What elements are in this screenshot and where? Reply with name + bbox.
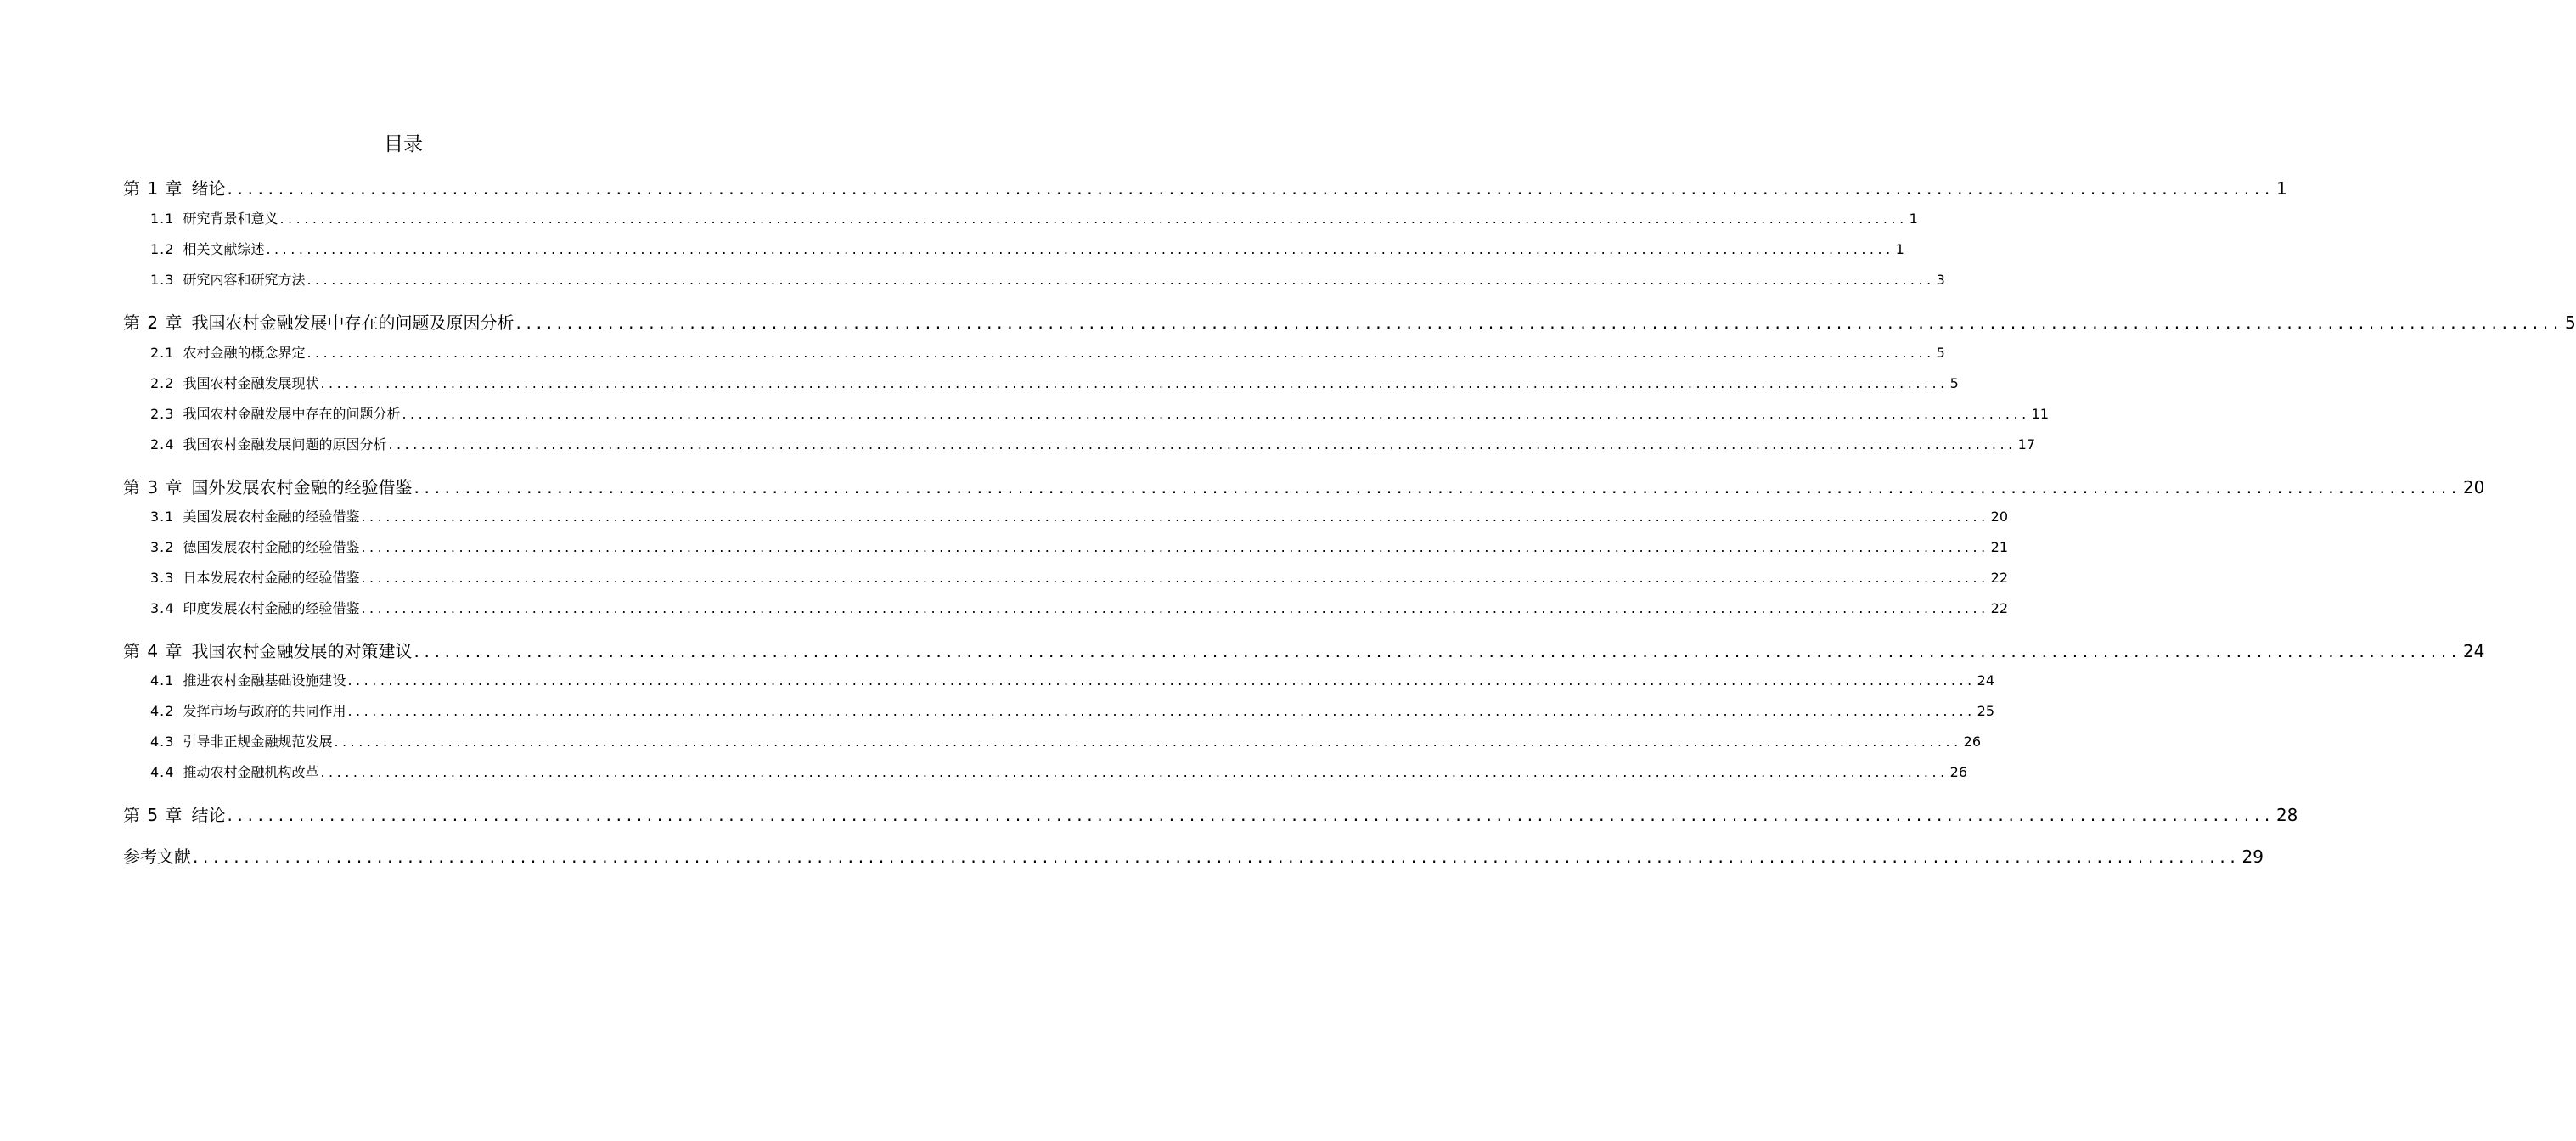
toc-entry-number: 3.4 [150,600,175,616]
toc-entry-text: 印度发展农村金融的经验借鉴 [183,600,360,616]
toc-page-number: 5 [2564,312,2576,333]
toc-entry-number: 4.2 [150,703,175,719]
toc-entry-label [150,404,400,424]
toc-entry-label [150,374,318,394]
toc-entry-label [150,239,264,260]
toc-section-entry[interactable] [150,671,1995,691]
toc-page-number: 22 [1990,600,2009,616]
toc-section-entry[interactable] [150,568,2009,588]
toc-entry-number: 第 1 章 [123,178,183,199]
toc-entry-number: 1.1 [150,211,175,227]
toc-entry-label [123,845,191,868]
toc-section-entry[interactable] [150,701,1995,722]
toc-entry-number: 4.1 [150,672,175,689]
toc-entry-text: 发挥市场与政府的共同作用 [183,703,346,719]
toc-section-entry[interactable] [150,404,2050,424]
toc-section-entry[interactable] [150,343,1945,363]
toc-chapter-entry[interactable] [123,845,2264,868]
dot-leader: ........................................................................................................................................................................................................ [334,734,1962,750]
toc-page-number: 1 [1895,241,1904,257]
toc-entry-number: 3.2 [150,539,175,555]
dot-leader: ........................................................................................................................................................................................................ [266,241,1894,257]
toc-page-number: 29 [2241,846,2264,867]
toc-entry-text: 德国发展农村金融的经验借鉴 [183,539,360,555]
toc-chapter-entry[interactable] [123,803,2298,827]
dot-leader: ........................................................................................................................................................................................................ [320,764,1949,780]
toc-entry-text: 我国农村金融发展中存在的问题及原因分析 [191,312,515,333]
toc-entry-label [123,639,412,663]
toc-entry-label [123,803,225,827]
dot-leader: ........................................................................................................................................................................................................ [361,539,1989,555]
toc-page-number: 20 [2462,477,2485,497]
toc-page-number: 1 [2275,178,2287,199]
dot-leader: ........................................................................................................................................................................................................ [347,672,1976,689]
toc-entry-label [150,209,278,229]
toc-entry-text: 农村金融的概念界定 [183,345,306,361]
toc-entry-number: 3.3 [150,570,175,586]
toc-entry-label [123,177,225,200]
dot-leader: ........................................................................................................................................................................................................ [320,375,1949,391]
dot-leader: ........................................................................................................................................................................................................ [193,846,2241,867]
toc-page-number: 22 [1990,570,2009,586]
toc-page-number: 26 [1963,734,1982,750]
toc-entry-label [123,311,514,334]
toc-chapter-entry[interactable] [123,475,2485,499]
dot-leader: ........................................................................................................................................................................................................ [361,509,1989,525]
toc-section-entry[interactable] [150,435,2036,455]
toc-section-entry[interactable] [150,270,1945,290]
toc-entry-text: 研究背景和意义 [183,211,278,227]
toc-entry-number: 4.3 [150,734,175,750]
toc-entry-text: 我国农村金融发展的对策建议 [191,641,413,661]
toc-page-number: 28 [2275,805,2298,825]
dot-leader: ........................................................................................................................................................................................................ [227,178,2275,199]
toc-entry-text: 结论 [191,805,226,825]
toc-entry-number: 第 5 章 [123,805,183,825]
toc-section-entry[interactable] [150,537,2009,558]
toc-entry-text: 绪论 [191,178,226,199]
toc-title: 目录 [384,133,423,155]
toc-entry-text: 参考文献 [123,846,191,867]
toc-entry-number: 第 4 章 [123,641,183,661]
toc-entry-text: 相关文献综述 [183,241,265,257]
toc-entry-number: 第 3 章 [123,477,183,497]
toc-page-number: 20 [1990,509,2009,525]
dot-leader: ........................................................................................................................................................................................................ [515,312,2563,333]
toc-entry-label [150,568,359,588]
toc-section-entry[interactable] [150,507,2009,527]
dot-leader: ........................................................................................................................................................................................................ [361,600,1989,616]
toc-entry-label [150,435,386,455]
toc-entry-label [150,599,359,619]
toc-page-number: 25 [1977,703,1995,719]
toc-entry-text: 研究内容和研究方法 [183,272,306,288]
toc-entry-number: 4.4 [150,764,175,780]
toc-entry-number: 2.2 [150,375,175,391]
dot-leader: ........................................................................................................................................................................................................ [402,406,2030,422]
toc-entry-label [150,762,318,783]
toc-entry-text: 美国发展农村金融的经验借鉴 [183,509,360,525]
toc-entry-text: 我国农村金融发展现状 [183,375,319,391]
toc-entry-label [150,270,305,290]
toc-page-number: 5 [1949,375,1959,391]
toc-section-entry[interactable] [150,239,1904,260]
toc-page-number: 24 [2462,641,2485,661]
dot-leader: ........................................................................................................................................................................................................ [413,477,2461,497]
dot-leader: ........................................................................................................................................................................................................ [307,345,1935,361]
toc-entry-label [150,701,346,722]
toc-entry-number: 第 2 章 [123,312,183,333]
toc-entry-text: 引导非正规金融规范发展 [183,734,333,750]
toc-page-number: 24 [1977,672,1995,689]
toc-entry-text: 国外发展农村金融的经验借鉴 [191,477,413,497]
toc-entry-number: 3.1 [150,509,175,525]
toc-chapter-entry[interactable] [123,177,2287,200]
toc-section-entry[interactable] [150,732,1982,752]
toc-entry-label [123,475,412,499]
dot-leader: ........................................................................................................................................................................................................ [413,641,2461,661]
toc-page-number: 11 [2031,406,2050,422]
dot-leader: ........................................................................................................................................................................................................ [279,211,1908,227]
dot-leader: ........................................................................................................................................................................................................ [227,805,2275,825]
toc-page-number: 26 [1949,764,1968,780]
toc-section-entry[interactable] [150,374,1959,394]
toc-chapter-entry[interactable] [123,311,2576,334]
toc-section-entry[interactable] [150,209,1918,229]
toc-entry-text: 推动农村金融机构改革 [183,764,319,780]
toc-entry-label [150,732,332,752]
dot-leader: ........................................................................................................................................................................................................ [307,272,1935,288]
toc-entry-text: 日本发展农村金融的经验借鉴 [183,570,360,586]
toc-page-number: 5 [1936,345,1945,361]
toc-entry-text: 我国农村金融发展问题的原因分析 [183,436,387,452]
toc-chapter-entry[interactable] [123,639,2485,663]
toc-entry-label [150,537,359,558]
toc-entry-number: 1.2 [150,241,175,257]
toc-section-entry[interactable] [150,762,1968,783]
toc-page-number: 21 [1990,539,2009,555]
toc-entry-number: 2.4 [150,436,175,452]
toc-section-entry[interactable] [150,599,2009,619]
toc-entry-text: 我国农村金融发展中存在的问题分析 [183,406,401,422]
toc-entry-label [150,507,359,527]
dot-leader: ........................................................................................................................................................................................................ [388,436,2016,452]
toc-entry-number: 2.3 [150,406,175,422]
toc-page-number: 3 [1936,272,1945,288]
dot-leader: ........................................................................................................................................................................................................ [347,703,1976,719]
toc-entry-label [150,671,346,691]
toc-entry-number: 1.3 [150,272,175,288]
dot-leader: ........................................................................................................................................................................................................ [361,570,1989,586]
toc-page-number: 1 [1909,211,1918,227]
toc-entry-number: 2.1 [150,345,175,361]
toc-entry-label [150,343,305,363]
toc-entry-text: 推进农村金融基础设施建设 [183,672,346,689]
toc-page-number: 17 [2017,436,2036,452]
